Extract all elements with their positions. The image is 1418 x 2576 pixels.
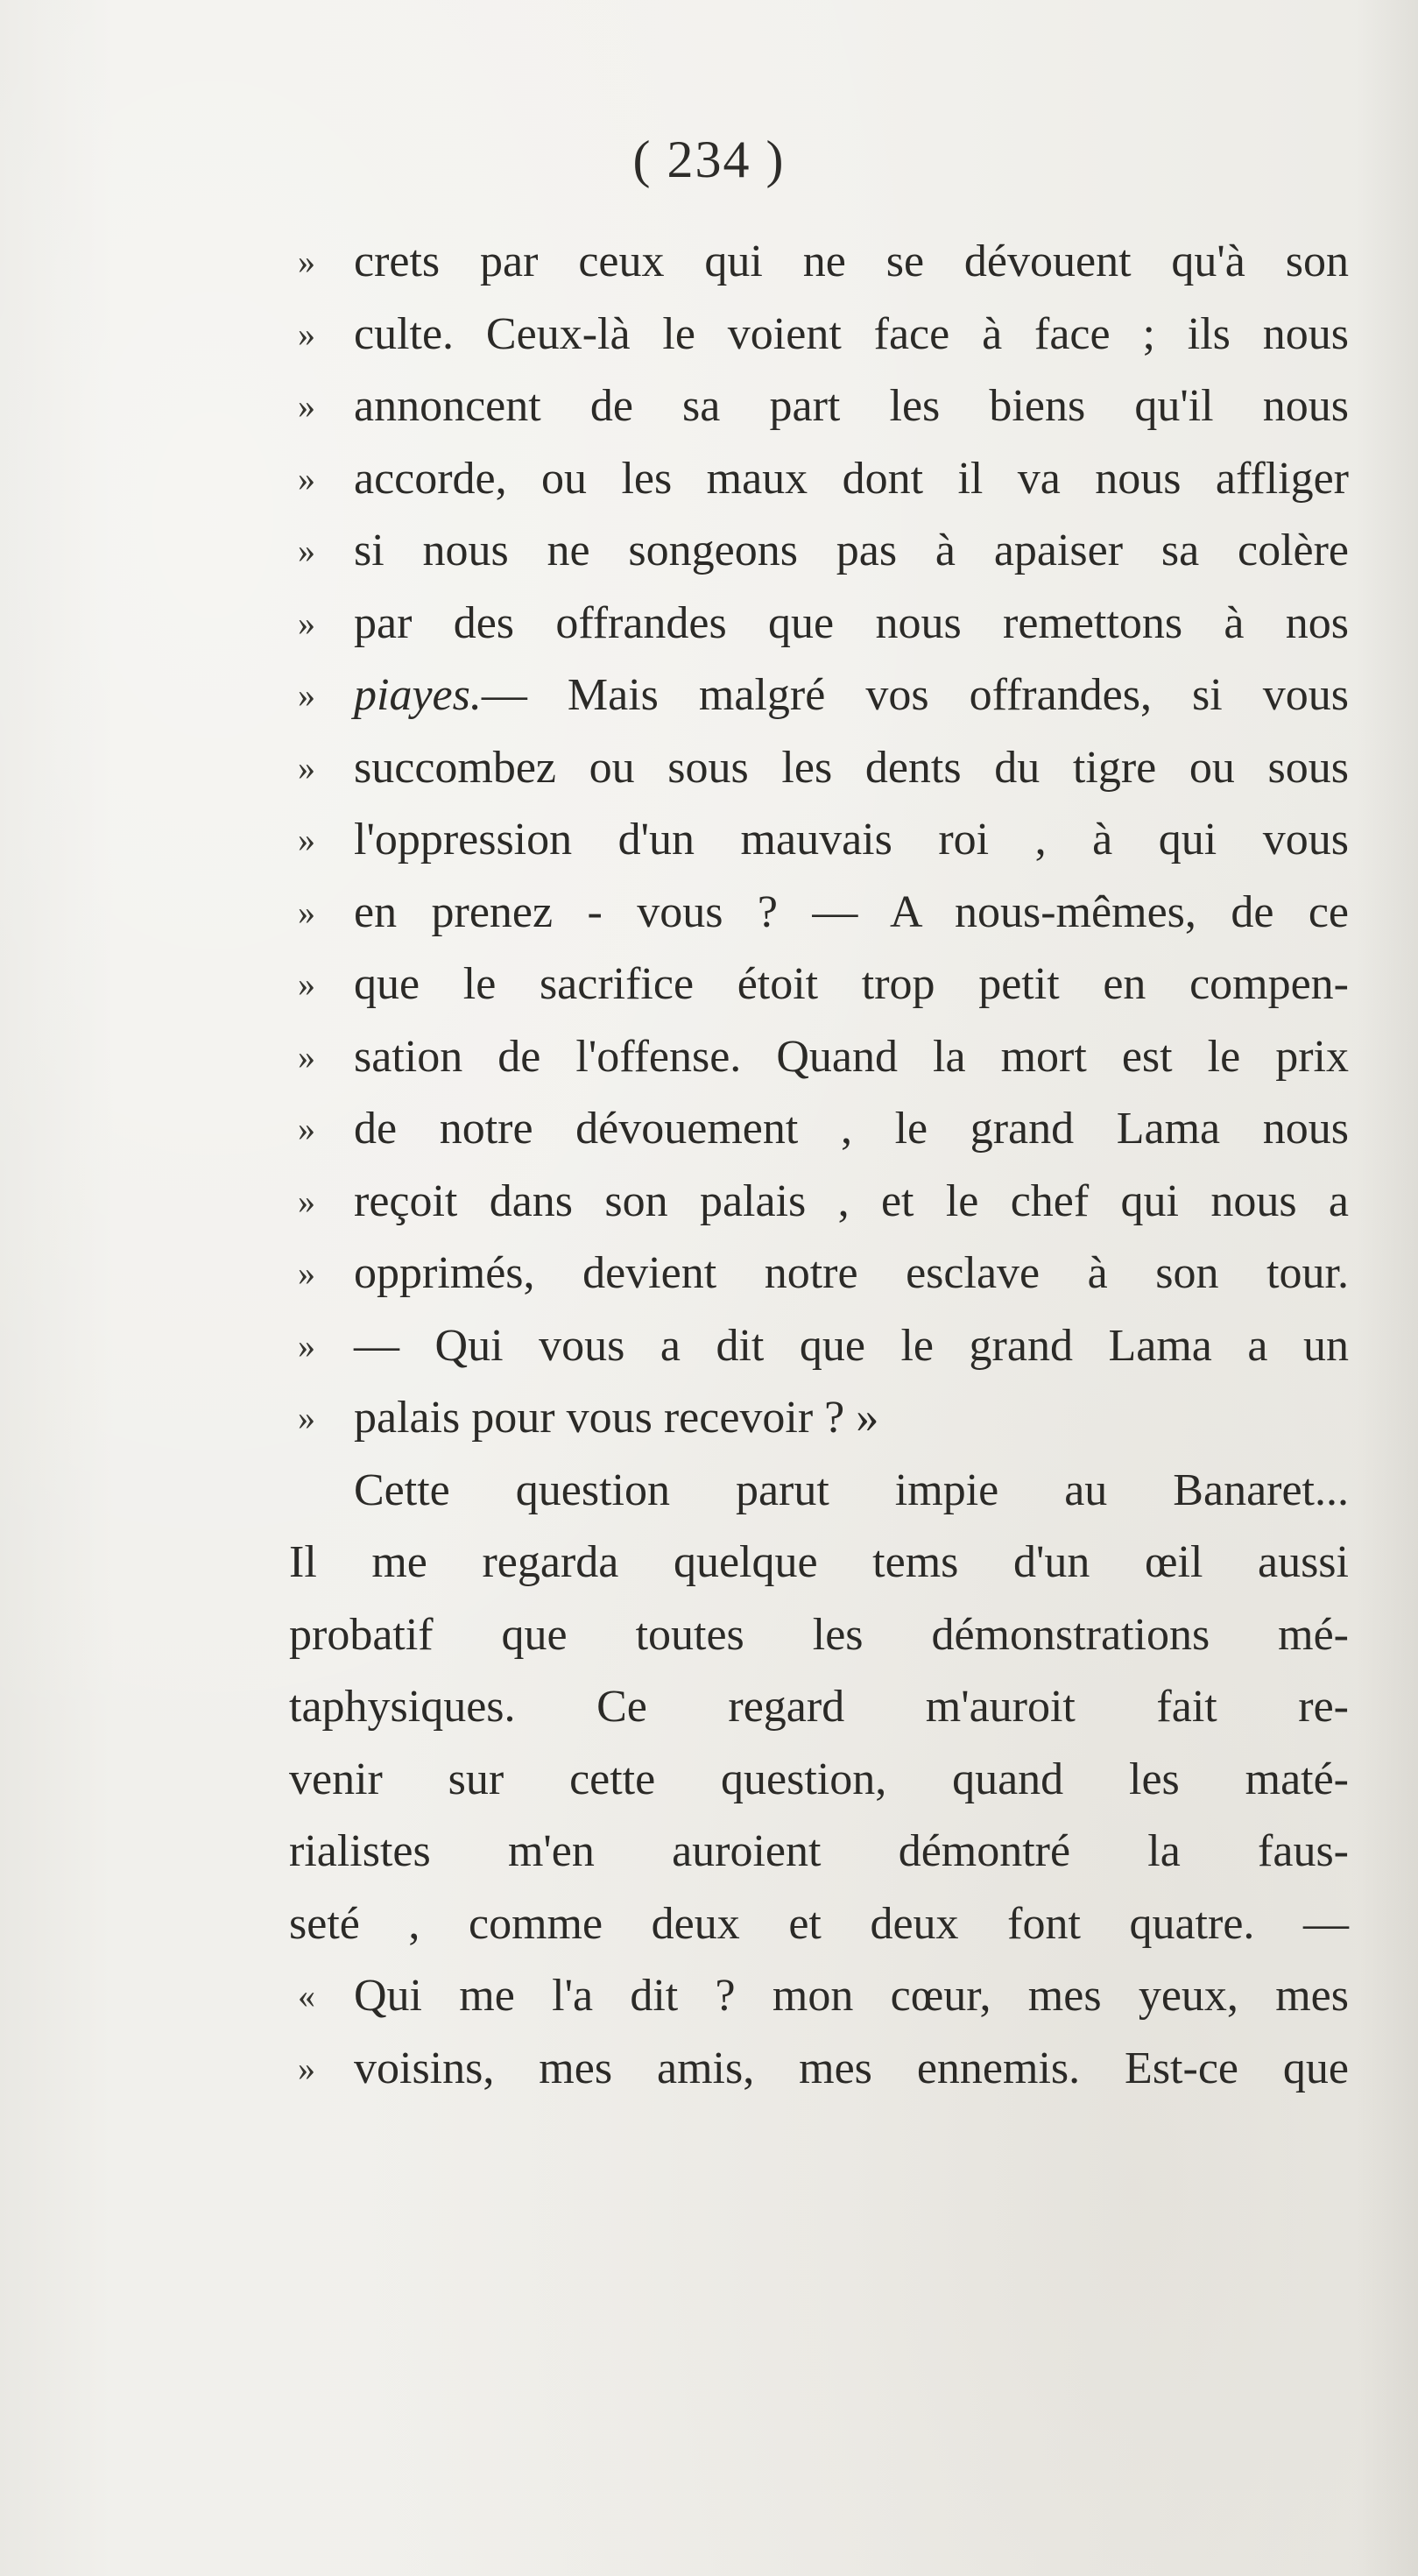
line-text: — Qui vous a dit que le grand Lama a un bbox=[354, 1320, 1349, 1371]
line-text: seté , comme deux et deux font quatre. — bbox=[289, 1898, 1349, 1949]
text-line bbox=[289, 949, 1349, 1021]
text-line bbox=[289, 588, 1349, 660]
quote-mark: » bbox=[298, 603, 315, 643]
line-text: opprimés, devient notre esclave à son tour. bbox=[354, 1248, 1349, 1298]
line-text: annoncent de sa part les biens qu'il nous bbox=[354, 381, 1349, 431]
quote-mark: » bbox=[298, 386, 315, 426]
text-line bbox=[289, 1671, 1349, 1744]
quote-mark: » bbox=[298, 1398, 315, 1437]
line-text: en prenez - vous ? — A nous-mêmes, de ce bbox=[354, 886, 1349, 937]
line-text: que le sacrifice étoit trop petit en compen- bbox=[354, 959, 1349, 1009]
quote-mark: » bbox=[298, 892, 315, 932]
quote-mark: « bbox=[298, 1976, 315, 2015]
text-line bbox=[289, 443, 1349, 516]
text-line bbox=[289, 732, 1349, 805]
text-line bbox=[289, 1021, 1349, 1094]
text-line bbox=[289, 2033, 1349, 2106]
text-line bbox=[289, 1455, 1349, 1528]
text-line bbox=[289, 515, 1349, 588]
line-text: Qui me l'a dit ? mon cœur, mes yeux, mes bbox=[354, 1971, 1349, 2021]
quote-mark: » bbox=[298, 531, 315, 570]
text-line bbox=[289, 1744, 1349, 1817]
quote-mark: » bbox=[298, 1036, 315, 1076]
text-line bbox=[289, 1527, 1349, 1599]
quote-mark: » bbox=[298, 314, 315, 354]
text-line bbox=[289, 226, 1349, 299]
text-line bbox=[289, 299, 1349, 371]
text-line bbox=[289, 1166, 1349, 1239]
line-text: rialistes m'en auroient démontré la faus- bbox=[289, 1826, 1349, 1876]
quote-mark: » bbox=[298, 964, 315, 1004]
quote-mark: » bbox=[298, 458, 315, 498]
line-text: de notre dévouement , le grand Lama nous bbox=[354, 1104, 1349, 1154]
line-text: succombez ou sous les dents du tigre ou sous bbox=[354, 742, 1349, 793]
line-text: culte. Ceux-là le voient face à face ; ils nous bbox=[354, 308, 1349, 359]
quote-mark: » bbox=[298, 1109, 315, 1148]
line-text: voisins, mes amis, mes ennemis. Est-ce que bbox=[354, 2043, 1349, 2093]
text-line bbox=[289, 1310, 1349, 1383]
quote-mark: » bbox=[298, 820, 315, 859]
line-text: si nous ne songeons pas à apaiser sa colère bbox=[354, 526, 1349, 575]
line-text: palais pour vous recevoir ? » bbox=[354, 1393, 879, 1443]
line-text: par des offrandes que nous remettons à nos bbox=[354, 597, 1349, 648]
text-line bbox=[289, 1960, 1349, 2033]
quote-mark: » bbox=[298, 1181, 315, 1221]
quote-mark: » bbox=[298, 1253, 315, 1293]
line-text: venir sur cette question, quand les maté- bbox=[289, 1754, 1349, 1804]
line-text: taphysiques. Ce regard m'auroit fait re- bbox=[289, 1682, 1349, 1732]
line-text: Il me regarda quelque tems d'un œil aussi bbox=[289, 1537, 1349, 1587]
quote-mark: » bbox=[298, 1325, 315, 1366]
text-line bbox=[289, 1382, 1349, 1455]
line-text: l'oppression d'un mauvais roi , à qui vous bbox=[354, 815, 1349, 865]
quote-mark: » bbox=[298, 747, 315, 787]
page-number: ( 234 ) bbox=[632, 131, 786, 188]
line-text: probatif que toutes les démonstrations mé- bbox=[289, 1609, 1349, 1660]
text-line bbox=[289, 1093, 1349, 1166]
line-text-rest: — Mais malgré vos offrandes, si vous bbox=[481, 670, 1349, 720]
text-line bbox=[289, 1888, 1349, 1961]
text-line bbox=[289, 877, 1349, 949]
text-line bbox=[289, 804, 1349, 877]
line-text: crets par ceux qui ne se dévouent qu'à son bbox=[354, 236, 1349, 286]
quote-mark: » bbox=[298, 242, 315, 281]
page-edge-shadow bbox=[1357, 0, 1418, 2576]
line-text bbox=[354, 660, 1349, 732]
quote-mark: » bbox=[298, 675, 315, 715]
quote-mark: » bbox=[298, 2048, 315, 2088]
body-text bbox=[289, 226, 1349, 2105]
text-line bbox=[289, 1599, 1349, 1672]
text-line bbox=[289, 1816, 1349, 1888]
text-line bbox=[289, 1238, 1349, 1310]
italic-word: piayes. bbox=[354, 670, 482, 720]
line-text: Cette question parut impie au Banaret... bbox=[354, 1464, 1349, 1515]
text-line bbox=[289, 660, 1349, 732]
line-text: reçoit dans son palais , et le chef qui nous a bbox=[354, 1175, 1349, 1226]
text-line bbox=[289, 371, 1349, 443]
line-text: sation de l'offense. Quand la mort est le prix bbox=[354, 1031, 1349, 1082]
line-text: accorde, ou les maux dont il va nous affliger bbox=[354, 453, 1349, 504]
